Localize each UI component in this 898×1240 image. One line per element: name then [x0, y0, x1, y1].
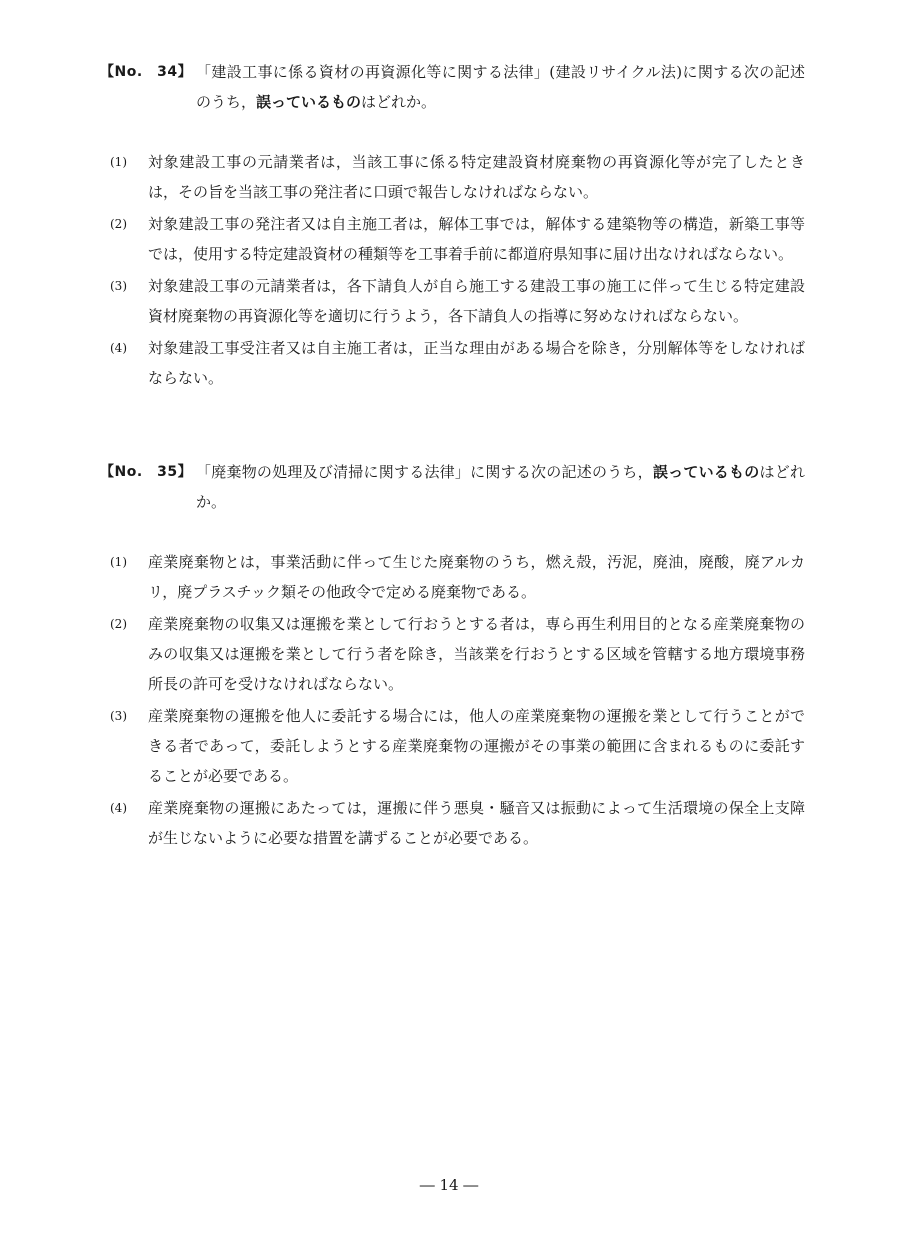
answer-option [100, 701, 805, 791]
option-text: 産業廃棄物の収集又は運搬を業として行おうとする者は，専ら再生利用目的となる産業廃棄物のみの収集又は運搬を業として行う者を除き，当該業を行おうとする区域を管轄する地方環境事務所長の許可を受けなければならない。 [148, 615, 805, 693]
option-number: (2) [110, 617, 127, 631]
question-stem-text: 「廃棄物の処理及び清掃に関する法律」に関する次の記述のうち， [196, 463, 653, 481]
page-number: ― 14 ― [419, 1176, 479, 1194]
question-stem-tail: はどれか。 [196, 463, 805, 511]
answer-option [100, 333, 805, 393]
question-header [100, 457, 805, 517]
answer-option [100, 793, 805, 853]
option-number: (3) [110, 709, 127, 723]
answer-option [100, 547, 805, 607]
option-text: 対象建設工事の元請業者は，当該工事に係る特定建設資材廃棄物の再資源化等が完了したときは，その旨を当該工事の発注者に口頭で報告しなければならない。 [148, 153, 805, 201]
option-text: 産業廃棄物の運搬を他人に委託する場合には，他人の産業廃棄物の運搬を業として行うことができる者であって，委託しようとする産業廃棄物の運搬がその事業の範囲に含まれるものに委託することが必要である。 [148, 707, 805, 785]
question-35 [100, 457, 805, 869]
question-stem-tail: はどれか。 [361, 93, 437, 111]
question-34 [100, 57, 805, 409]
option-text: 対象建設工事受注者又は自主施工者は，正当な理由がある場合を除き，分別解体等をしなければならない。 [148, 339, 805, 387]
option-text: 対象建設工事の元請業者は，各下請負人が自ら施工する建設工事の施工に伴って生じる特定建設資材廃棄物の再資源化等を適切に行うよう，各下請負人の指導に努めなければならない。 [148, 277, 805, 325]
answer-option [100, 271, 805, 331]
option-text: 産業廃棄物の運搬にあたっては，運搬に伴う悪臭・騒音又は振動によって生活環境の保全上支障が生じないように必要な措置を講ずることが必要である。 [148, 799, 805, 847]
option-number: (1) [110, 155, 127, 169]
option-text: 産業廃棄物とは，事業活動に伴って生じた廃棄物のうち，燃え殻，汚泥，廃油，廃酸，廃アルカリ，廃プラスチック類その他政令で定める廃棄物である。 [148, 553, 805, 601]
answer-option [100, 147, 805, 207]
option-number: (4) [110, 801, 127, 815]
question-emphasis: 誤っているもの [652, 463, 760, 481]
answer-option [100, 209, 805, 269]
option-number: (3) [110, 279, 127, 293]
question-header [100, 57, 805, 117]
question-emphasis: 誤っているもの [256, 93, 362, 111]
option-number: (2) [110, 217, 127, 231]
question-number: 【No. 35】 [100, 464, 193, 480]
question-stem [196, 457, 805, 517]
option-number: (1) [110, 555, 127, 569]
question-stem [196, 57, 805, 117]
option-text: 対象建設工事の発注者又は自主施工者は，解体工事では，解体する建築物等の構造，新築工事等では，使用する特定建設資材の種類等を工事着手前に都道府県知事に届け出なければならない。 [148, 215, 805, 263]
answer-options [100, 547, 805, 853]
option-number: (4) [110, 341, 127, 355]
question-stem-text: 「建設工事に係る資材の再資源化等に関する法律」(建設リサイクル法)に関する次の記述のうち， [196, 63, 805, 111]
answer-option [100, 609, 805, 699]
question-number: 【No. 34】 [100, 64, 193, 80]
answer-options [100, 147, 805, 393]
